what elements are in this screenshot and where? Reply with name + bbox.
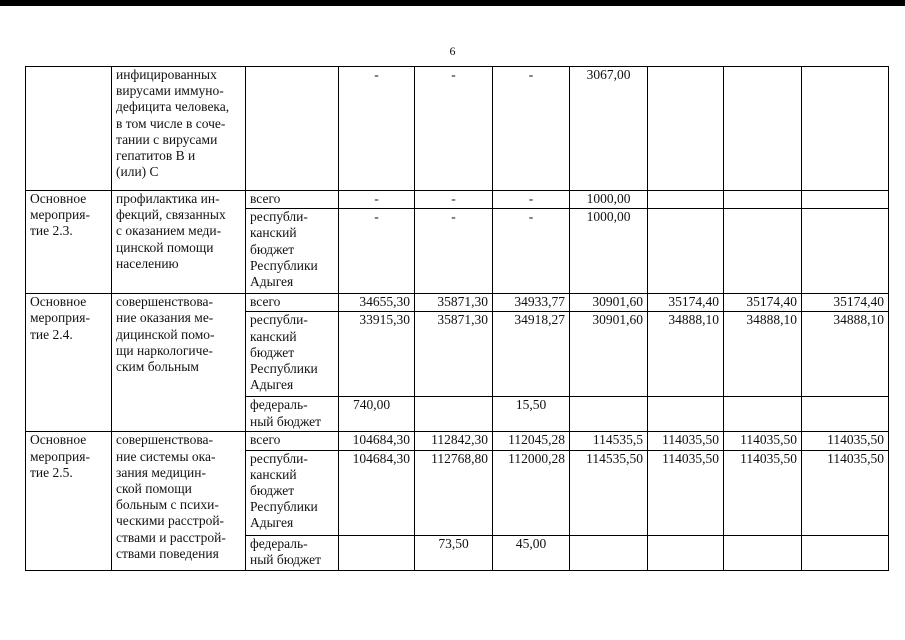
value-cell: - <box>415 209 493 294</box>
value-cell: - <box>415 67 493 191</box>
source-cell: федераль- ный бюджет <box>246 535 339 570</box>
value-cell <box>648 209 724 294</box>
source-cell: республи- канский бюджет Республики Адыгея <box>246 312 339 397</box>
value-cell: 114535,50 <box>570 450 648 535</box>
value-cell: 104684,30 <box>339 432 415 450</box>
value-cell <box>802 535 889 570</box>
value-cell: 112000,28 <box>493 450 570 535</box>
value-cell <box>648 397 724 432</box>
value-cell <box>802 397 889 432</box>
value-cell: 35174,40 <box>802 294 889 312</box>
value-cell: 114035,50 <box>802 450 889 535</box>
value-cell <box>339 535 415 570</box>
source-cell: всего <box>246 294 339 312</box>
value-cell <box>415 397 493 432</box>
value-cell: 114535,5 <box>570 432 648 450</box>
description-cell: инфицированных вирусами иммуно- дефицита человека, в том числе в соче- тании с вирусами гепатитов В и (или) С <box>112 67 246 191</box>
value-cell: 34933,77 <box>493 294 570 312</box>
value-cell: 104684,30 <box>339 450 415 535</box>
source-cell <box>246 67 339 191</box>
value-cell: 33915,30 <box>339 312 415 397</box>
value-cell <box>570 535 648 570</box>
value-cell: 3067,00 <box>570 67 648 191</box>
measure-cell <box>26 67 112 191</box>
value-cell: - <box>339 209 415 294</box>
table-row <box>26 432 889 450</box>
table-row <box>26 294 889 312</box>
value-cell <box>648 67 724 191</box>
value-cell: 30901,60 <box>570 312 648 397</box>
value-cell: 15,50 <box>493 397 570 432</box>
source-cell: республи- канский бюджет Республики Адыгея <box>246 450 339 535</box>
measure-cell: Основное мероприя- тие 2.3. <box>26 191 112 294</box>
value-cell: 45,00 <box>493 535 570 570</box>
value-cell <box>648 535 724 570</box>
value-cell: 34888,10 <box>802 312 889 397</box>
value-cell: 114035,50 <box>648 450 724 535</box>
value-cell: 34888,10 <box>724 312 802 397</box>
value-cell: 114035,50 <box>648 432 724 450</box>
value-cell <box>802 67 889 191</box>
value-cell: 35871,30 <box>415 312 493 397</box>
table-row <box>26 191 889 209</box>
value-cell: - <box>493 191 570 209</box>
value-cell: 114035,50 <box>802 432 889 450</box>
value-cell <box>802 209 889 294</box>
value-cell: - <box>339 191 415 209</box>
value-cell: - <box>493 67 570 191</box>
value-cell: 73,50 <box>415 535 493 570</box>
value-cell: 114035,50 <box>724 432 802 450</box>
source-cell: всего <box>246 191 339 209</box>
value-cell: 1000,00 <box>570 209 648 294</box>
value-cell: 35174,40 <box>648 294 724 312</box>
description-cell: совершенствова- ние оказания ме- дицинской помо- щи наркологиче- ским больным <box>112 294 246 432</box>
source-cell: всего <box>246 432 339 450</box>
value-cell: 34888,10 <box>648 312 724 397</box>
value-cell <box>724 535 802 570</box>
value-cell: 114035,50 <box>724 450 802 535</box>
value-cell: 34918,27 <box>493 312 570 397</box>
value-cell: - <box>339 67 415 191</box>
value-cell: 1000,00 <box>570 191 648 209</box>
value-cell: 112842,30 <box>415 432 493 450</box>
measure-cell: Основное мероприя- тие 2.5. <box>26 432 112 570</box>
page-number: 6 <box>449 44 456 58</box>
measure-cell: Основное мероприя- тие 2.4. <box>26 294 112 432</box>
value-cell: - <box>415 191 493 209</box>
value-cell: 740,00 <box>339 397 415 432</box>
value-cell <box>570 397 648 432</box>
value-cell: 35871,30 <box>415 294 493 312</box>
value-cell <box>724 209 802 294</box>
value-cell: - <box>493 209 570 294</box>
value-cell: 112045,28 <box>493 432 570 450</box>
value-cell <box>724 191 802 209</box>
budget-table <box>25 66 889 571</box>
value-cell: 34655,30 <box>339 294 415 312</box>
value-cell <box>802 191 889 209</box>
value-cell <box>648 191 724 209</box>
value-cell <box>724 397 802 432</box>
value-cell: 35174,40 <box>724 294 802 312</box>
value-cell: 112768,80 <box>415 450 493 535</box>
top-border-bar <box>0 0 905 6</box>
table-row <box>26 67 889 191</box>
source-cell: федераль- ный бюджет <box>246 397 339 432</box>
description-cell: профилактика ин- фекций, связанных с оказанием меди- цинской помощи населению <box>112 191 246 294</box>
source-cell: республи- канский бюджет Республики Адыгея <box>246 209 339 294</box>
value-cell <box>724 67 802 191</box>
description-cell: совершенствова- ние системы ока- зания медицин- ской помощи больным с психи- ческими расстрой- ствами и расстрой- ствами поведения <box>112 432 246 570</box>
value-cell: 30901,60 <box>570 294 648 312</box>
